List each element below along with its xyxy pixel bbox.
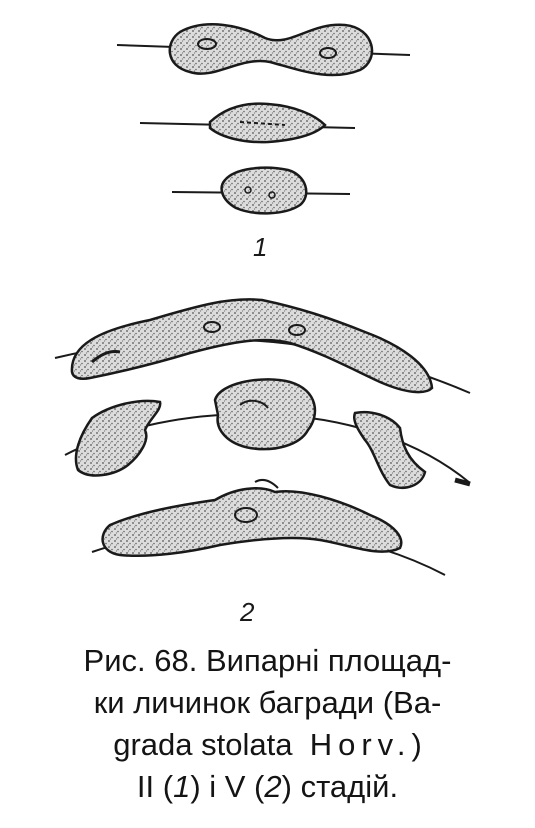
species-author: Horv. [309,727,412,762]
caption-line-3 [20,724,515,766]
panel-label-2: 2 [240,597,255,627]
evaporation-area-1b [140,104,355,143]
caption-line-4 [20,766,515,808]
evaporation-area-1c [172,168,350,214]
stages-word: ) стадій. [281,769,399,804]
panel-label-1: 1 [253,232,268,262]
species-name: grada stolata [113,727,293,762]
stage-ii-label: II ( [136,769,174,804]
caption-paren-close: ) [411,727,422,762]
stage-v-label: ) і V ( [190,769,265,804]
figure-caption [20,640,515,808]
evaporation-area-1a [117,24,410,75]
ref-panel-2: 2 [264,769,282,804]
caption-line-1: Рис. 68. Випарні площад- [83,643,452,678]
panel-2-drawings [55,299,470,575]
caption-line-2: ки личинок багради (Ba- [93,685,442,720]
ref-panel-1: 1 [173,769,191,804]
evaporation-area-2c [92,480,445,575]
panel-1-drawings [117,24,410,213]
evaporation-area-2b [65,379,470,487]
